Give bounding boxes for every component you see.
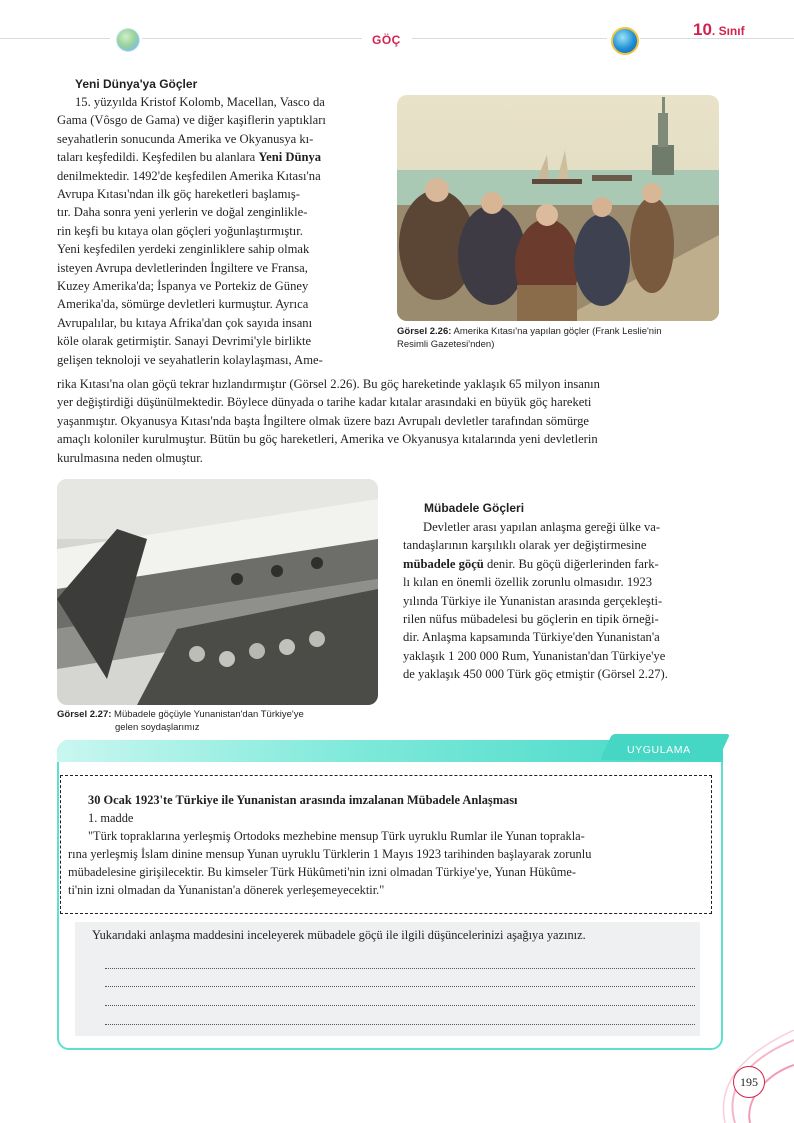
answer-line[interactable] [105, 1005, 695, 1006]
text-line: rilen nüfus mübadelesi bu göçlerin en tipik örneği- [403, 612, 659, 627]
text-line: Yeni keşfedilen yerdeki zenginliklere sahip olmak [57, 242, 310, 257]
caption-text: gelen soydaşlarımız [115, 721, 200, 733]
immigrants-ship-illustration [397, 95, 719, 321]
text-line: Avrupalılar, bu kıtaya Afrika'dan çok sayıda insanı [57, 315, 313, 330]
text-line: gelişen teknoloji ve seyahatlerin kolaylaşması, Ame- [57, 352, 323, 367]
text-line: tandaşlarının karşılıklı olarak yer değiştirmesine [403, 538, 647, 553]
section2-body [403, 518, 719, 684]
treaty-title: 30 Ocak 1923'te Türkiye ile Yunanistan arasında imzalanan Mübadele Anlaşması [88, 793, 518, 807]
instruction-text: Yukarıdaki anlaşma maddesini inceleyerek mübadele göçü ile ilgili düşüncelerinizi aşağıya yazınız. [92, 928, 586, 942]
treaty-quote [88, 791, 708, 827]
section-heading-exchange: Mübadele Göçleri [424, 501, 525, 515]
text-line: kurulmasına neden olmuştur. [57, 450, 203, 465]
answer-line[interactable] [105, 968, 695, 969]
caption-text: Amerika Kıtası'na yapılan göçler (Frank Leslie'nin [451, 326, 662, 337]
text-line: köle olarak getirmiştir. Sanayi Devrimi'yle birlikte [57, 334, 312, 349]
text-line: seyahatlerin sonucunda Amerika ve Okyanusya kı- [57, 131, 314, 146]
figure-2-26-illustration [397, 95, 719, 321]
globe-icon [116, 28, 140, 52]
text-line: isteyen Avrupa devletlerinden İngiltere ve Fransa, [57, 260, 308, 275]
text-line: ti'nin izni olmadan da Yunanistan'a dönerek yerleşemeyecektir." [68, 883, 385, 897]
practice-label: UYGULAMA [627, 744, 691, 756]
text-line: rin keşfi bu kıtaya olan göçleri yoğunlaştırmıştır. [57, 223, 303, 238]
section1-body-narrow [57, 93, 374, 369]
text-line: yer değiştirdiği düşünülmektedir. Böylece dünyada o tarihe kadar kıtalar arasındaki en büyük göç hareketi [57, 395, 592, 410]
text-line: de yaklaşık 450 000 Türk göç etmiştir (Görsel 2.27). [403, 667, 668, 682]
figure-2-27-photo [57, 479, 378, 705]
grade-number: 10 [693, 20, 712, 39]
text-span: taları keşfedildi. Keşfedilen bu alanlara [57, 150, 259, 165]
header-rule-mid-right [412, 38, 607, 39]
text-line: tır. Daha sonra yeni yerlerin ve doğal zenginlikle- [57, 205, 308, 220]
figure-label: Görsel 2.26: [397, 326, 452, 337]
text-line: Avrupa Kıtası'ndan ilk göç hareketleri başlamış- [57, 187, 300, 202]
figure-label: Görsel 2.27: [57, 709, 112, 720]
text-line: yaklaşık 1 200 000 Rum, Yunanistan'dan Türkiye'ye [403, 648, 666, 663]
text-line [403, 555, 719, 573]
text-line: rika Kıtası'na olan göçü tekrar hızlandırmıştır (Görsel 2.26). Bu göç hareketinde yaklaşık 65 milyon insanın [57, 377, 600, 391]
globe-icon [611, 27, 639, 55]
text-line: yılında Türkiye ile Yunanistan arasında gerçekleşti- [403, 593, 663, 608]
text-line: Kuzey Amerika'da; İspanya ve Portekiz de Güney [57, 279, 309, 294]
page-number: 195 [733, 1066, 765, 1098]
text-line: yaşanmıştır. Okyanusya Kıtası'nda başta İngiltere olmak üzere bazı Avrupalı devletler tarafından sömürge [57, 413, 589, 428]
caption-text: Mübadele göçüyle Yunanistan'dan Türkiye'ye [111, 709, 304, 720]
text-line: amaçlı koloniler kurulmuştur. Bütün bu göç hareketleri, Amerika ve Okyanusya kıtalarında yeni devletlerin [57, 432, 598, 447]
grade-label [693, 20, 745, 40]
text-line: Gama (Vôsgo de Gama) ve diğer kaşiflerin yaptıkları [57, 113, 326, 128]
figure-2-27-caption [57, 709, 387, 734]
term-yeni-dunya: Yeni Dünya [258, 150, 322, 165]
chapter-title: GÖÇ [372, 33, 401, 47]
text-line: 15. yüzyılda Kristof Kolomb, Macellan, Vasco da [75, 95, 325, 109]
header-rule-mid-left [142, 38, 362, 39]
answer-line[interactable] [105, 986, 695, 987]
text-line: lı kılan en önemli özellik zorunlu olmasıdır. 1923 [403, 575, 653, 590]
figure-2-26-caption [397, 326, 719, 351]
text-line: Devletler arası yapılan anlaşma gereği ülke va- [423, 520, 661, 534]
treaty-quote-text [68, 827, 703, 899]
text-line: dir. Anlaşma kapsamında Türkiye'den Yunanistan'a [403, 630, 660, 645]
section1-body-wide [57, 375, 719, 467]
term-mubadele-gocu: mübadele göçü [403, 556, 484, 571]
text-line: Amerika'da, sömürge devletleri kurmuştur. Ayrıca [57, 297, 309, 312]
answer-line[interactable] [105, 1024, 695, 1025]
grade-suffix: . Sınıf [711, 24, 745, 38]
text-line: "Türk topraklarına yerleşmiş Ortodoks mezhebine mensup Türk uyruklu Rumlar ile Yunan toprakla- [88, 829, 585, 843]
exchange-ship-photo [57, 479, 378, 705]
text-span: denir. Bu göçü diğerlerinden fark- [483, 556, 659, 571]
caption-text: Resimli Gazetesi'nden) [397, 338, 495, 350]
text-line: mübadelesine girişilecektir. Bu kimseler Türk Hükûmeti'nin izni olmadan Türkiye'ye, Yunan Hükûme- [68, 865, 577, 879]
text-line [57, 148, 374, 166]
treaty-article: 1. madde [88, 811, 134, 825]
section-heading-new-world: Yeni Dünya'ya Göçler [75, 77, 198, 91]
text-line: denilmektedir. 1492'de keşfedilen Amerika Kıtası'na [57, 168, 321, 183]
text-line: rına yerleşmiş İslam dinine mensup Yunan uyruklu Türklerin 1 Mayıs 1923 tarihinden başlayarak zorunlu [68, 847, 592, 861]
header-rule-left [0, 38, 110, 39]
